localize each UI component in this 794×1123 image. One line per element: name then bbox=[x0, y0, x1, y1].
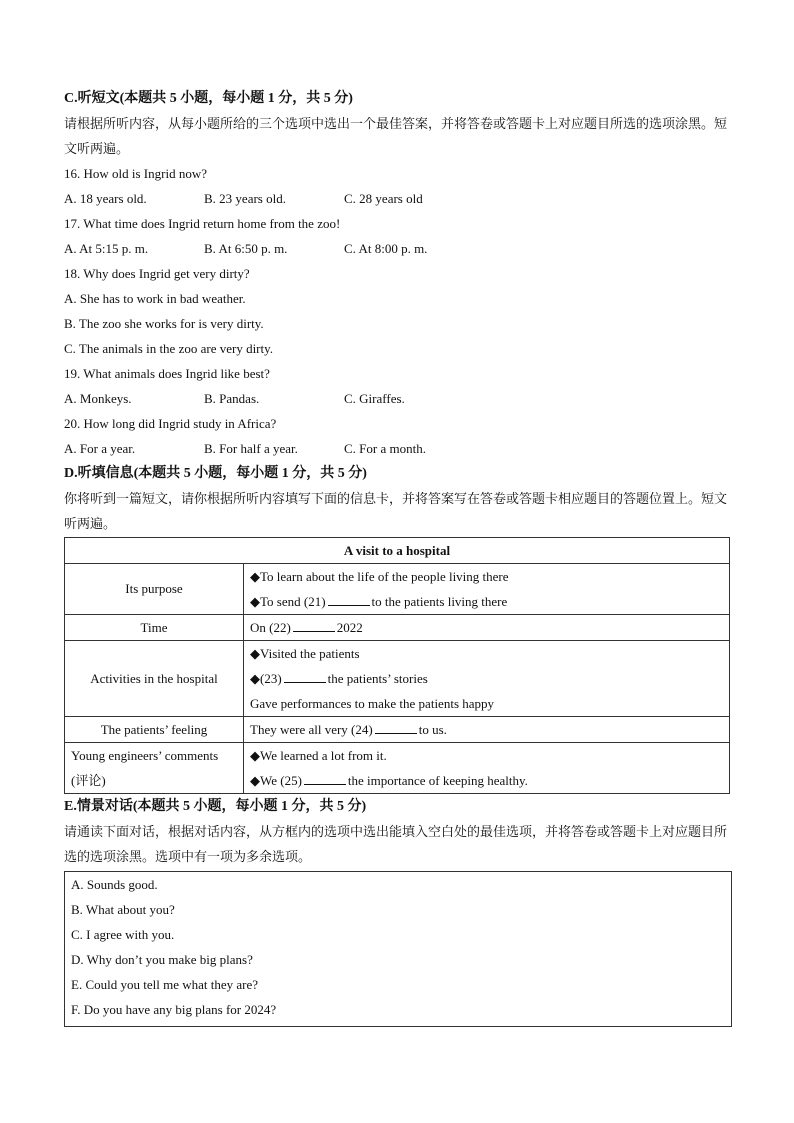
purpose-cell bbox=[244, 564, 730, 615]
question-16: 16. How old is Ingrid now? bbox=[64, 166, 207, 181]
comment-line-2-rest: the importance of keeping healthy. bbox=[347, 773, 528, 788]
question-17: 17. What time does Ingrid return home from the zoo! bbox=[64, 216, 341, 231]
feeling-rest: to us. bbox=[418, 722, 447, 737]
question-17-options bbox=[64, 236, 730, 261]
comments-label-cell bbox=[65, 743, 244, 794]
comment-line-2-text: ◆We (25) bbox=[250, 773, 302, 788]
choice-b: B. What about you? bbox=[71, 902, 175, 917]
option-b: B. At 6:50 p. m. bbox=[204, 241, 288, 256]
option-a: A. Monkeys. bbox=[64, 391, 132, 406]
section-c-heading: C.听短文(本题共 5 小题，每小题 1 分，共 5 分) bbox=[64, 91, 353, 106]
option-c: C. At 8:00 p. m. bbox=[344, 241, 428, 256]
answer-blank-23[interactable] bbox=[284, 668, 326, 683]
activity-line-2-rest: the patients’ stories bbox=[327, 671, 428, 686]
exam-page bbox=[64, 86, 730, 1027]
section-d-instruction: 你将听到一篇短文，请你根据所听内容填写下面的信息卡，并将答案写在答卷或答题卡相应题目的答题位置上。短文听两遍。 bbox=[64, 491, 728, 531]
option-b: B. For half a year. bbox=[204, 441, 298, 456]
purpose-line-1: ◆To learn about the life of the people living there bbox=[250, 569, 509, 584]
answer-blank-22[interactable] bbox=[293, 617, 335, 632]
section-e-heading: E.情景对话(本题共 5 小题，每小题 1 分，共 5 分) bbox=[64, 799, 367, 814]
comment-line-2 bbox=[250, 768, 723, 793]
option-b: B. Pandas. bbox=[204, 391, 260, 406]
choice-c: C. I agree with you. bbox=[71, 927, 175, 942]
comments-cell bbox=[244, 743, 730, 794]
option-c: C. The animals in the zoo are very dirty. bbox=[64, 341, 274, 356]
choice-e: E. Could you tell me what they are? bbox=[71, 977, 259, 992]
activity-line-3: Gave performances to make the patients happy bbox=[250, 696, 495, 711]
option-b: B. The zoo she works for is very dirty. bbox=[64, 316, 264, 331]
activities-label: Activities in the hospital bbox=[65, 641, 244, 717]
table-title: A visit to a hospital bbox=[65, 538, 730, 564]
section-c-instruction: 请根据所听内容，从每小题所给的三个选项中选出一个最佳答案，并将答卷或答题卡上对应题目所选的选项涂黑。短文听两遍。 bbox=[64, 116, 728, 156]
option-a: A. She has to work in bad weather. bbox=[64, 291, 246, 306]
activities-cell bbox=[244, 641, 730, 717]
question-20-options bbox=[64, 436, 730, 461]
activity-line-1: ◆Visited the patients bbox=[250, 646, 360, 661]
purpose-line-2-text: ◆To send (21) bbox=[250, 594, 326, 609]
section-d-heading: D.听填信息(本题共 5 小题，每小题 1 分，共 5 分) bbox=[64, 466, 367, 481]
choice-a: A. Sounds good. bbox=[71, 877, 158, 892]
question-19-options bbox=[64, 386, 730, 411]
option-b: B. 23 years old. bbox=[204, 191, 286, 206]
activity-line-2 bbox=[250, 666, 723, 691]
feeling-label: The patients’ feeling bbox=[65, 717, 244, 743]
choice-d: D. Why don’t you make big plans? bbox=[71, 952, 253, 967]
option-a: A. At 5:15 p. m. bbox=[64, 241, 149, 256]
option-c: C. 28 years old bbox=[344, 191, 423, 206]
time-line bbox=[250, 615, 723, 640]
option-c: C. For a month. bbox=[344, 441, 426, 456]
purpose-line-2-rest: to the patients living there bbox=[371, 594, 508, 609]
comment-line-1: ◆We learned a lot from it. bbox=[250, 748, 387, 763]
purpose-label: Its purpose bbox=[65, 564, 244, 615]
time-text: On (22) bbox=[250, 620, 291, 635]
answer-blank-21[interactable] bbox=[328, 591, 370, 606]
feeling-cell bbox=[244, 717, 730, 743]
question-20: 20. How long did Ingrid study in Africa? bbox=[64, 416, 277, 431]
feeling-line bbox=[250, 717, 723, 742]
feeling-text: They were all very (24) bbox=[250, 722, 373, 737]
choice-f: F. Do you have any big plans for 2024? bbox=[71, 1002, 277, 1017]
section-e-instruction: 请通读下面对话，根据对话内容，从方框内的选项中选出能填入空白处的最佳选项，并将答卷或答题卡上对应题目所选的选项涂黑。选项中有一项为多余选项。 bbox=[64, 824, 728, 864]
purpose-line-2 bbox=[250, 589, 723, 614]
time-label: Time bbox=[65, 615, 244, 641]
info-card-table bbox=[64, 537, 730, 794]
answer-blank-24[interactable] bbox=[375, 719, 417, 734]
activity-line-2-text: ◆(23) bbox=[250, 671, 282, 686]
question-19: 19. What animals does Ingrid like best? bbox=[64, 366, 270, 381]
option-a: A. 18 years old. bbox=[64, 191, 147, 206]
question-18: 18. Why does Ingrid get very dirty? bbox=[64, 266, 250, 281]
time-cell bbox=[244, 615, 730, 641]
time-year: 2022 bbox=[336, 620, 363, 635]
question-16-options bbox=[64, 186, 730, 211]
comments-label-1: Young engineers’ comments bbox=[71, 748, 219, 763]
option-a: A. For a year. bbox=[64, 441, 136, 456]
answer-blank-25[interactable] bbox=[304, 770, 346, 785]
comments-label-2: (评论) bbox=[71, 773, 106, 788]
options-box bbox=[64, 871, 732, 1027]
option-c: C. Giraffes. bbox=[344, 391, 405, 406]
